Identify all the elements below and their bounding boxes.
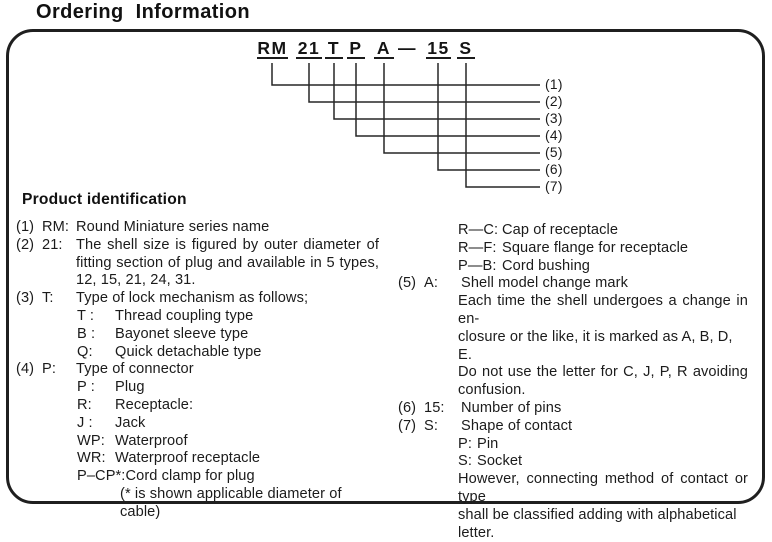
continuation-line bbox=[398, 507, 748, 542]
item-description: Square flange for receptacle bbox=[502, 239, 689, 256]
item-code: P: bbox=[458, 435, 472, 452]
continuation-line bbox=[398, 293, 748, 329]
sub-item bbox=[398, 453, 748, 471]
sub-item bbox=[16, 344, 379, 362]
sub-item bbox=[16, 397, 379, 415]
item-description: Cord clamp for plug bbox=[125, 468, 255, 485]
item-number: (1) bbox=[16, 219, 35, 235]
sub-item bbox=[398, 222, 748, 240]
item-description: Waterproof bbox=[115, 432, 188, 449]
item-description: Number of pins bbox=[461, 399, 562, 416]
item-description: Each time the shell undergoes a change in en- bbox=[458, 293, 748, 327]
item-description: Cap of receptacle bbox=[502, 222, 619, 238]
continuation-line bbox=[16, 272, 379, 290]
item-description: Waterproof receptacle bbox=[115, 450, 261, 467]
callout-label-2: (2) bbox=[545, 94, 563, 109]
part-code-segment-shellmark: A bbox=[374, 38, 394, 59]
item-description: Pin bbox=[477, 435, 499, 452]
item-code: P–CP*: bbox=[77, 468, 126, 485]
callout-label-6: (6) bbox=[545, 162, 563, 177]
part-code-segment-connector: P bbox=[347, 38, 365, 59]
item-description: Bayonet sleeve type bbox=[115, 325, 249, 342]
sub-item bbox=[16, 308, 379, 326]
list-item-1 bbox=[16, 219, 379, 237]
item-code: J : bbox=[77, 414, 93, 431]
footnote-line bbox=[16, 486, 379, 522]
item-code: WR: bbox=[77, 450, 106, 467]
continuation-line bbox=[16, 255, 379, 273]
list-item-7 bbox=[398, 418, 748, 436]
item-code: T : bbox=[77, 307, 95, 324]
sub-item bbox=[398, 240, 748, 258]
sub-item bbox=[16, 468, 379, 486]
item-code: R—C: bbox=[458, 222, 499, 238]
section-heading: Product identification bbox=[22, 191, 187, 208]
sub-item bbox=[16, 433, 379, 451]
item-description: Do not use the letter for C, J, P, R avoiding bbox=[458, 364, 748, 381]
item-code: P—B: bbox=[458, 257, 497, 274]
continuation-line bbox=[398, 364, 748, 382]
item-description: shall be classified adding with alphabetical letter. bbox=[458, 506, 737, 541]
item-code: R: bbox=[77, 396, 92, 413]
continuation-line bbox=[398, 471, 748, 507]
sub-item bbox=[16, 415, 379, 433]
page-title: Ordering Information bbox=[36, 1, 250, 23]
item-description: fitting section of plug and available in 5 types, bbox=[76, 254, 379, 271]
product-id-right-column bbox=[398, 222, 748, 542]
part-code-segment-pins: 15 bbox=[427, 38, 450, 58]
item-description: Thread coupling type bbox=[115, 307, 254, 324]
item-code: S: bbox=[458, 453, 472, 470]
item-code: B : bbox=[77, 325, 96, 342]
item-code: 21: bbox=[42, 236, 63, 253]
item-description: Receptacle: bbox=[115, 396, 194, 413]
list-item-6 bbox=[398, 400, 748, 418]
item-description: closure or the like, it is marked as A, B, D, E. bbox=[458, 328, 733, 363]
sub-item bbox=[398, 258, 748, 276]
item-description: confusion. bbox=[458, 382, 526, 399]
item-description: Cord bushing bbox=[502, 257, 591, 274]
item-description: Shell model change mark bbox=[461, 275, 628, 292]
callout-label-7: (7) bbox=[545, 179, 563, 194]
list-item-2 bbox=[16, 237, 379, 255]
item-description: Type of connector bbox=[76, 361, 194, 378]
list-item-5 bbox=[398, 275, 748, 293]
item-number: (3) bbox=[16, 290, 35, 307]
part-code-segment-series: RM bbox=[257, 38, 288, 58]
sub-item bbox=[16, 326, 379, 344]
item-code: P : bbox=[77, 379, 95, 396]
callout-label-4: (4) bbox=[545, 128, 563, 143]
sub-item bbox=[16, 379, 379, 397]
part-code-segment-lock: T bbox=[325, 38, 343, 59]
sub-item bbox=[398, 436, 748, 454]
item-description: Round Miniature series name bbox=[76, 219, 270, 235]
sub-item bbox=[16, 450, 379, 468]
part-code-segment-contact: S bbox=[457, 38, 475, 59]
callout-label-5: (5) bbox=[545, 145, 563, 160]
item-number: (7) bbox=[398, 417, 417, 434]
item-description: 12, 15, 21, 24, 31. bbox=[76, 272, 196, 289]
product-id-left-column bbox=[16, 219, 379, 522]
item-description: Shape of contact bbox=[461, 417, 573, 434]
item-description: Socket bbox=[477, 453, 523, 470]
footnote-text: (* is shown applicable diameter of cable) bbox=[120, 485, 342, 520]
callout-label-3: (3) bbox=[545, 111, 563, 126]
item-number: (6) bbox=[398, 399, 417, 416]
list-item-4 bbox=[16, 361, 379, 379]
list-item-3 bbox=[16, 290, 379, 308]
item-code: T: bbox=[42, 290, 54, 307]
item-number: (4) bbox=[16, 361, 35, 378]
item-description: The shell size is figured by outer diameter of bbox=[76, 236, 379, 253]
callout-label-1: (1) bbox=[545, 77, 563, 92]
part-code-separator-dash: — bbox=[398, 38, 417, 58]
part-code-segment-shellsize: 21 bbox=[297, 38, 321, 58]
item-description: Type of lock mechanism as follows; bbox=[76, 290, 309, 307]
item-description: However, connecting method of contact or type bbox=[458, 471, 748, 505]
item-description: Plug bbox=[115, 379, 145, 396]
item-number: (5) bbox=[398, 275, 417, 292]
item-number: (2) bbox=[16, 236, 35, 253]
continuation-line bbox=[398, 382, 748, 400]
item-code: 15: bbox=[424, 399, 445, 416]
item-description: Jack bbox=[115, 414, 146, 431]
item-description: Quick detachable type bbox=[115, 343, 262, 360]
item-code: A: bbox=[424, 275, 438, 292]
item-code: R—F: bbox=[458, 239, 497, 256]
continuation-line bbox=[398, 329, 748, 365]
item-code: S: bbox=[424, 417, 438, 434]
item-code: WP: bbox=[77, 432, 105, 449]
item-code: P: bbox=[42, 361, 56, 378]
item-code: RM: bbox=[42, 219, 70, 235]
item-code: Q: bbox=[77, 343, 93, 360]
